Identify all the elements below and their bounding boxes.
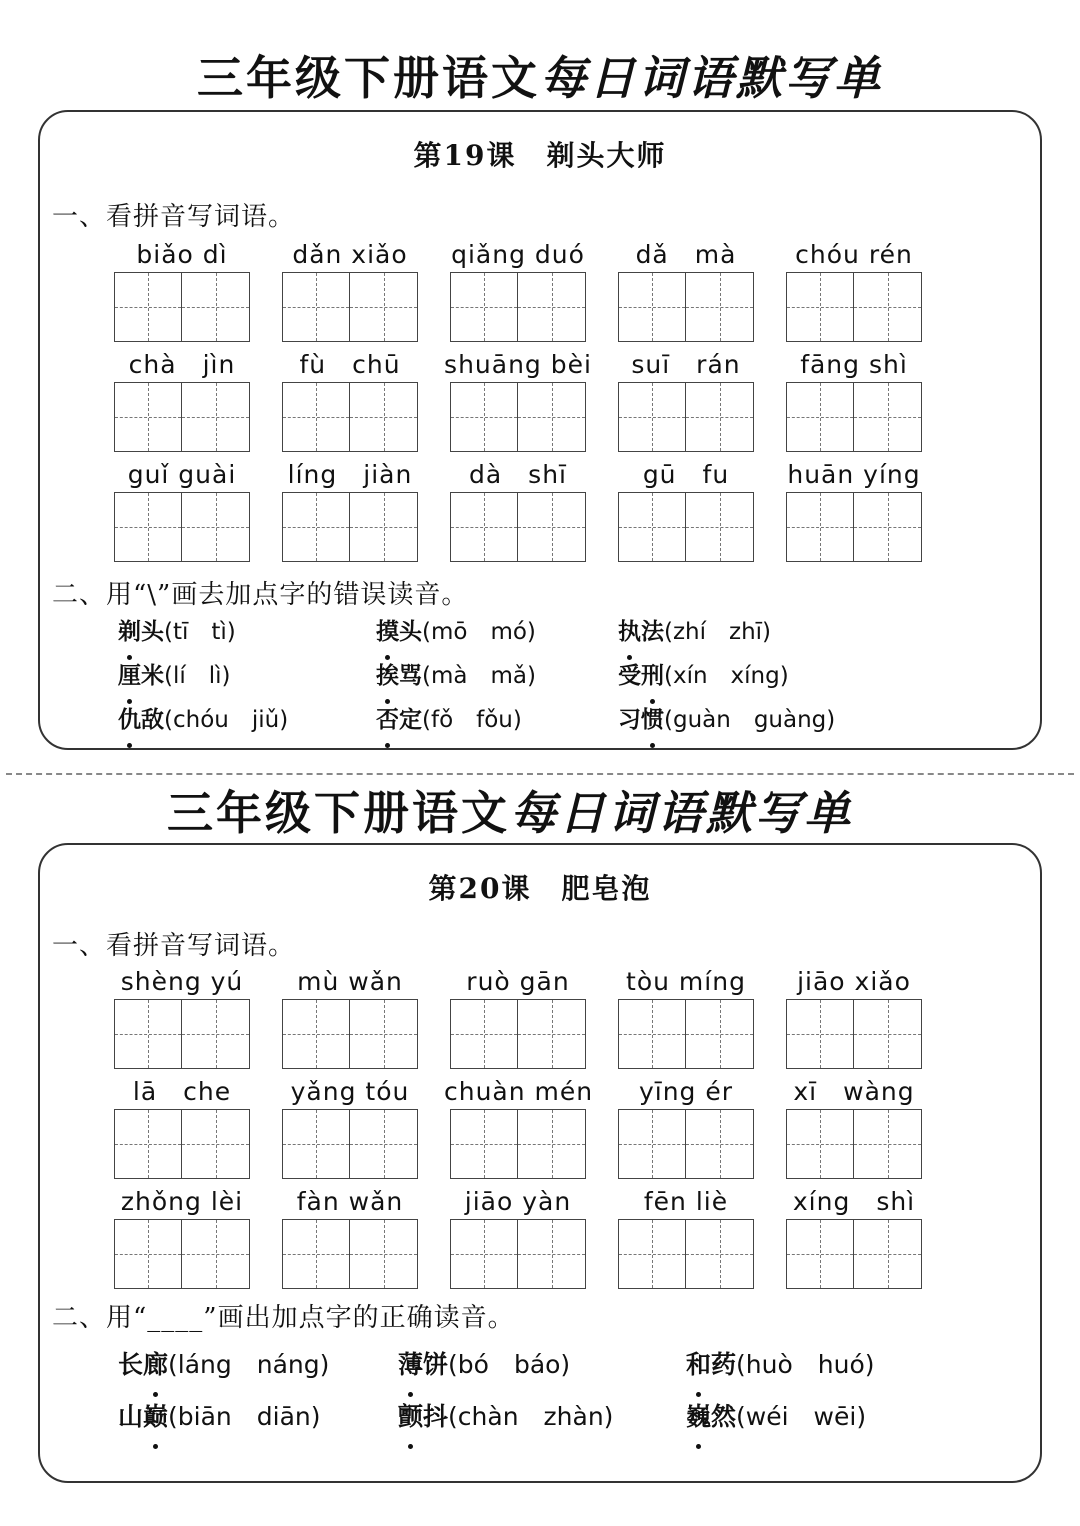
writing-box[interactable] [786,999,854,1069]
writing-box[interactable] [350,1109,418,1179]
writing-box[interactable] [282,272,350,342]
word-item [450,965,586,1075]
page-title [0,783,1050,843]
reading-options[interactable]: (mà mǎ) [422,663,536,689]
section-heading-pronunciation: 二、用“\”画去加点字的错误读音。 [52,580,469,610]
writing-box[interactable] [618,999,686,1069]
reading-options[interactable]: (huò huó) [736,1350,875,1379]
writing-box[interactable] [450,1109,518,1179]
reading-options[interactable]: (fǒ fǒu) [422,707,522,733]
reading-options[interactable]: (chàn zhàn) [448,1402,614,1431]
writing-box[interactable] [450,382,518,452]
pinyin-label: chóu rén [795,240,913,269]
pinyin-label: suī rán [631,350,741,379]
choice-item[interactable]: 长廊(láng náng) [118,1339,398,1391]
word-item [114,1185,250,1295]
page-title [0,48,1080,108]
writing-box[interactable] [450,999,518,1069]
dotted-character: 巍 [686,1391,711,1443]
writing-box[interactable] [282,492,350,562]
choice-item[interactable]: 否定(fǒ fǒu) [376,698,618,742]
writing-box[interactable] [518,1219,586,1289]
dotted-character: 剃 [118,610,141,654]
word-item [282,1185,418,1295]
reading-options[interactable]: (bó báo) [448,1350,571,1379]
word-item [618,965,754,1075]
writing-box[interactable] [350,999,418,1069]
writing-box[interactable] [114,999,182,1069]
dotted-character: 薄 [398,1339,423,1391]
pinyin-label: líng jiàn [287,460,413,489]
writing-box[interactable] [350,382,418,452]
writing-box[interactable] [786,1109,854,1179]
choice-item[interactable]: 厘米(lí lì) [118,654,376,698]
dotted-character: 刑 [641,654,664,698]
pinyin-label: dà shī [468,460,567,489]
word-item [114,458,250,568]
word-item [282,458,418,568]
dotted-character: 挨 [376,654,399,698]
writing-box[interactable] [518,272,586,342]
writing-box[interactable] [182,1109,250,1179]
worksheet-lesson-20 [0,775,1080,1526]
dotted-character: 执 [618,610,641,654]
pinyin-label: gū fu [642,460,730,489]
dotted-character: 廊 [143,1339,168,1391]
title-part-1: 三年级下册语文 [167,786,510,840]
pinyin-label: tòu míng [626,967,746,996]
title-part-2: 每日词语默写单 [510,786,853,840]
choice-item[interactable]: 挨骂(mà mǎ) [376,654,618,698]
pinyin-label: fāng shì [800,350,908,379]
pinyin-label: huān yíng [787,460,921,489]
word-item [618,238,754,348]
writing-box[interactable] [282,382,350,452]
pinyin-label: yīng ér [638,1077,734,1106]
writing-box[interactable] [282,999,350,1069]
writing-box[interactable] [518,999,586,1069]
reading-options[interactable]: (mō mó) [422,619,536,645]
writing-box[interactable] [182,382,250,452]
pinyin-label: mù wǎn [297,967,403,996]
dotted-character: 否 [376,698,399,742]
word-item [282,1075,418,1185]
word-item [786,965,922,1075]
writing-box[interactable] [114,1219,182,1289]
pinyin-label: xī wàng [793,1077,915,1106]
writing-box[interactable] [854,272,922,342]
writing-box[interactable] [282,1219,350,1289]
choice-item[interactable]: 和药(huò huó) [686,1339,946,1391]
choice-item[interactable]: 剃头(tī tì) [118,610,376,654]
pinyin-label: dǎ mà [635,240,737,269]
word-item [444,348,592,458]
word-item [450,1185,586,1295]
pinyin-label: shèng yú [120,967,244,996]
writing-box[interactable] [518,382,586,452]
pinyin-word-grid [114,238,924,568]
writing-box[interactable] [282,1109,350,1179]
writing-box[interactable] [786,492,854,562]
pinyin-label: jiāo yàn [464,1187,572,1216]
writing-box[interactable] [618,1109,686,1179]
choice-item[interactable]: 山巅(biān diān) [118,1391,398,1443]
writing-box[interactable] [618,1219,686,1289]
writing-box[interactable] [686,1109,754,1179]
title-part-1: 三年级下册语文 [197,51,540,105]
writing-box[interactable] [450,272,518,342]
pinyin-word-grid [114,965,924,1295]
writing-box[interactable] [450,492,518,562]
pinyin-label: guǐ guài [127,460,237,489]
choice-item[interactable]: 巍然(wéi wēi) [686,1391,946,1443]
writing-box[interactable] [114,1109,182,1179]
word-item [114,1075,250,1185]
pinyin-label: biǎo dì [136,240,228,269]
reading-options[interactable]: (xín xíng) [664,663,789,689]
pinyin-label: zhǒng lèi [120,1187,244,1216]
word-item [786,1075,922,1185]
writing-box[interactable] [518,1109,586,1179]
reading-options[interactable]: (tī tì) [164,619,236,645]
section-heading-pronunciation: 二、用“____”画出加点字的正确读音。 [52,1303,515,1333]
writing-box[interactable] [350,1219,418,1289]
reading-options[interactable]: (lí lì) [164,663,231,689]
reading-options[interactable]: (láng náng) [168,1350,330,1379]
writing-box[interactable] [854,492,922,562]
word-item [786,1185,922,1295]
writing-box[interactable] [854,1219,922,1289]
writing-box[interactable] [786,1219,854,1289]
word-item [450,238,586,348]
word-item [786,458,922,568]
pinyin-label: lā che [132,1077,232,1106]
writing-box[interactable] [686,999,754,1069]
lesson-heading: 第20课 肥皂泡 [428,872,652,905]
worksheet-lesson-19 [0,0,1080,760]
choice-item[interactable]: 受刑(xín xíng) [618,654,878,698]
reading-options[interactable]: (guàn guàng) [664,707,836,733]
writing-box[interactable] [686,272,754,342]
writing-box[interactable] [114,382,182,452]
word-item [282,348,418,458]
writing-box[interactable] [786,272,854,342]
writing-box[interactable] [854,999,922,1069]
word-item [786,348,922,458]
dotted-character: 厘 [118,654,141,698]
writing-box[interactable] [618,492,686,562]
choice-item[interactable]: 习惯(guàn guàng) [618,698,878,742]
writing-box[interactable] [854,382,922,452]
choice-item[interactable]: 颤抖(chàn zhàn) [398,1391,686,1443]
reading-options[interactable]: (zhí zhī) [664,619,772,645]
pinyin-label: jiāo xiǎo [797,967,911,996]
dotted-character: 仇 [118,698,141,742]
writing-box[interactable] [350,492,418,562]
choice-item[interactable]: 仇敌(chóu jiǔ) [118,698,376,742]
dotted-character: 摸 [376,610,399,654]
choice-item[interactable]: 摸头(mō mó) [376,610,618,654]
writing-box[interactable] [686,1219,754,1289]
lesson-heading: 第19课 剃头大师 [413,139,667,172]
word-item [618,348,754,458]
pinyin-label: yǎng tóu [290,1077,410,1106]
title-part-2: 每日词语默写单 [540,51,883,105]
exercise-card [38,843,1042,1483]
dotted-character: 和 [686,1339,711,1391]
writing-box[interactable] [182,999,250,1069]
dotted-character: 颤 [398,1391,423,1443]
writing-box[interactable] [618,272,686,342]
word-item [450,458,586,568]
choice-item[interactable]: 执法(zhí zhī) [618,610,878,654]
writing-box[interactable] [854,1109,922,1179]
word-item [618,458,754,568]
pinyin-label: xíng shì [792,1187,916,1216]
word-item [444,1075,594,1185]
writing-box[interactable] [618,382,686,452]
exercise-card [38,110,1042,750]
section-heading-pinyin: 一、看拼音写词语。 [52,202,296,232]
word-item [786,238,922,348]
pinyin-label: chuàn mén [444,1077,594,1106]
dotted-character: 惯 [641,698,664,742]
writing-box[interactable] [182,1219,250,1289]
pinyin-label: fù chū [299,350,401,379]
writing-box[interactable] [686,382,754,452]
section-heading-pinyin: 一、看拼音写词语。 [52,931,296,961]
pinyin-label: chà jìn [128,350,236,379]
reading-options[interactable]: (biān diān) [168,1402,321,1431]
choice-item[interactable]: 薄饼(bó báo) [398,1339,686,1391]
word-item [618,1075,754,1185]
writing-box[interactable] [182,492,250,562]
pinyin-label: shuāng bèi [444,350,592,379]
word-item [114,238,250,348]
pinyin-label: ruò gān [466,967,570,996]
pinyin-label: fēn liè [643,1187,729,1216]
word-item [282,965,418,1075]
writing-box[interactable] [114,272,182,342]
writing-box[interactable] [518,492,586,562]
writing-box[interactable] [786,382,854,452]
pinyin-label: fàn wǎn [296,1187,404,1216]
reading-options[interactable]: (wéi wēi) [736,1402,867,1431]
pronunciation-choices [118,1339,1018,1443]
writing-box[interactable] [114,492,182,562]
word-item [114,965,250,1075]
pinyin-label: qiǎng duó [451,240,585,269]
pronunciation-choices [118,610,1018,742]
writing-box[interactable] [350,272,418,342]
writing-box[interactable] [182,272,250,342]
dotted-character: 巅 [143,1391,168,1443]
writing-box[interactable] [450,1219,518,1289]
word-item [282,238,418,348]
word-item [618,1185,754,1295]
reading-options[interactable]: (chóu jiǔ) [164,707,289,733]
pinyin-label: dǎn xiǎo [292,240,408,269]
word-item [114,348,250,458]
writing-box[interactable] [686,492,754,562]
